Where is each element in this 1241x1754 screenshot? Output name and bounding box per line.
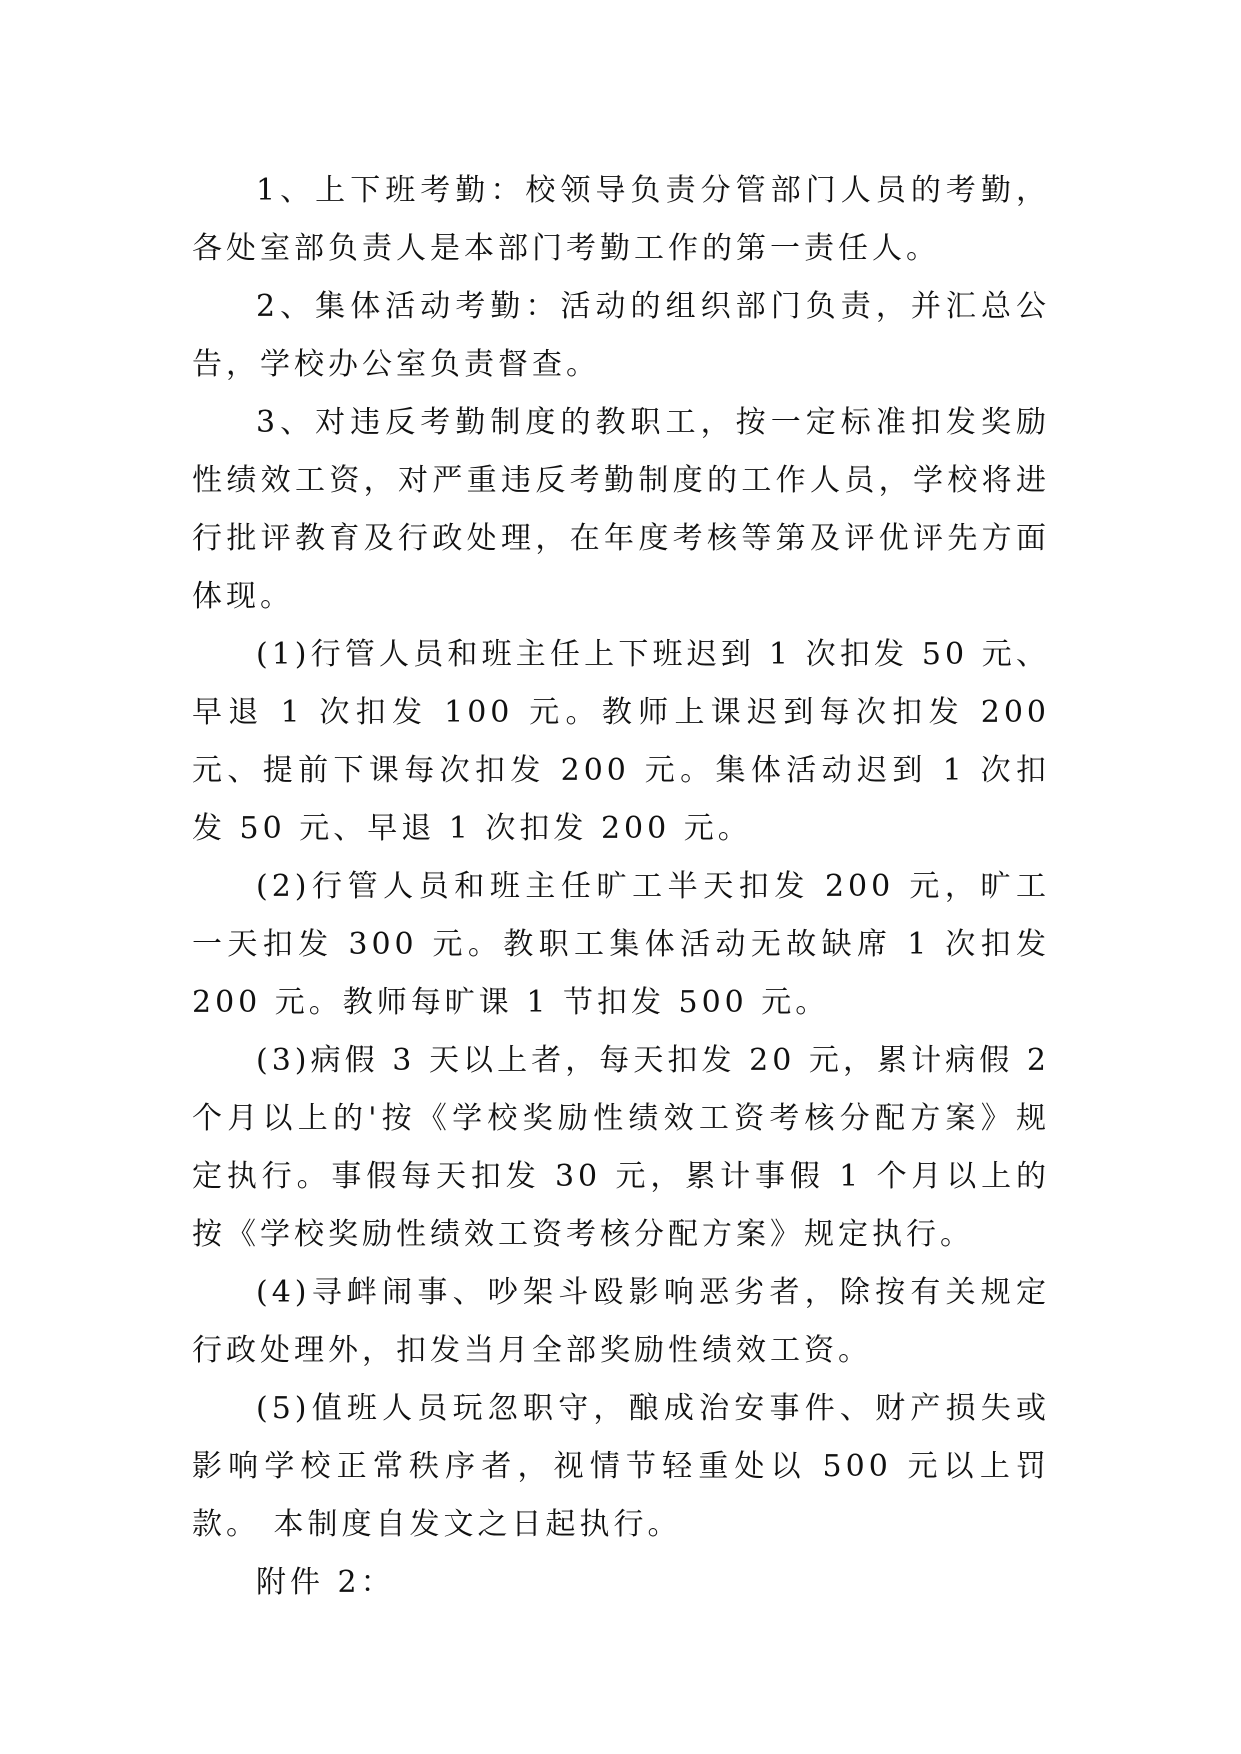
attachment-label: 附件 2： [256,1565,395,1600]
paragraph-rule-2: (2)行管人员和班主任旷工半天扣发 200 元，旷工一天扣发 300 元。教职工集体活动无故缺席 1 次扣发 200 元。教师每旷课 1 节扣发 500 元。 [192,869,1050,1020]
paragraph-attendance-group-activity: 2、集体活动考勤：活动的组织部门负责，并汇总公告，学校办公室负责督查。 [192,289,1050,382]
paragraph-rule-5: (5)值班人员玩忽职守，酿成治安事件、财产损失或影响学校正常秩序者，视情节轻重处以 500 元以上罚款。 本制度自发文之日起执行。 [192,1391,1050,1542]
paragraph-rule-3: (3)病假 3 天以上者，每天扣发 20 元，累计病假 2 个月以上的'按《学校奖励性绩效工资考核分配方案》规定执行。事假每天扣发 30 元，累计事假 1 个月以上的按《学校奖励性绩效工资考核分配方案》规定执行。 [192,1043,1050,1252]
paragraph-rule-4: (4)寻衅闹事、吵架斗殴影响恶劣者，除按有关规定行政处理外，扣发当月全部奖励性绩效工资。 [192,1275,1050,1368]
paragraph-rule-1: (1)行管人员和班主任上下班迟到 1 次扣发 50 元、早退 1 次扣发 100 元。教师上课迟到每次扣发 200 元、提前下课每次扣发 200 元。集体活动迟到 1 次扣发 50 元、早退 1 次扣发 200 元。 [192,637,1050,846]
document-body [192,162,1050,1612]
paragraph-attendance-commute: 1、上下班考勤：校领导负责分管部门人员的考勤，各处室部负责人是本部门考勤工作的第一责任人。 [192,173,1050,266]
paragraph-attendance-violation: 3、对违反考勤制度的教职工，按一定标准扣发奖励性绩效工资，对严重违反考勤制度的工作人员，学校将进行批评教育及行政处理，在年度考核等第及评优评先方面体现。 [192,405,1050,614]
